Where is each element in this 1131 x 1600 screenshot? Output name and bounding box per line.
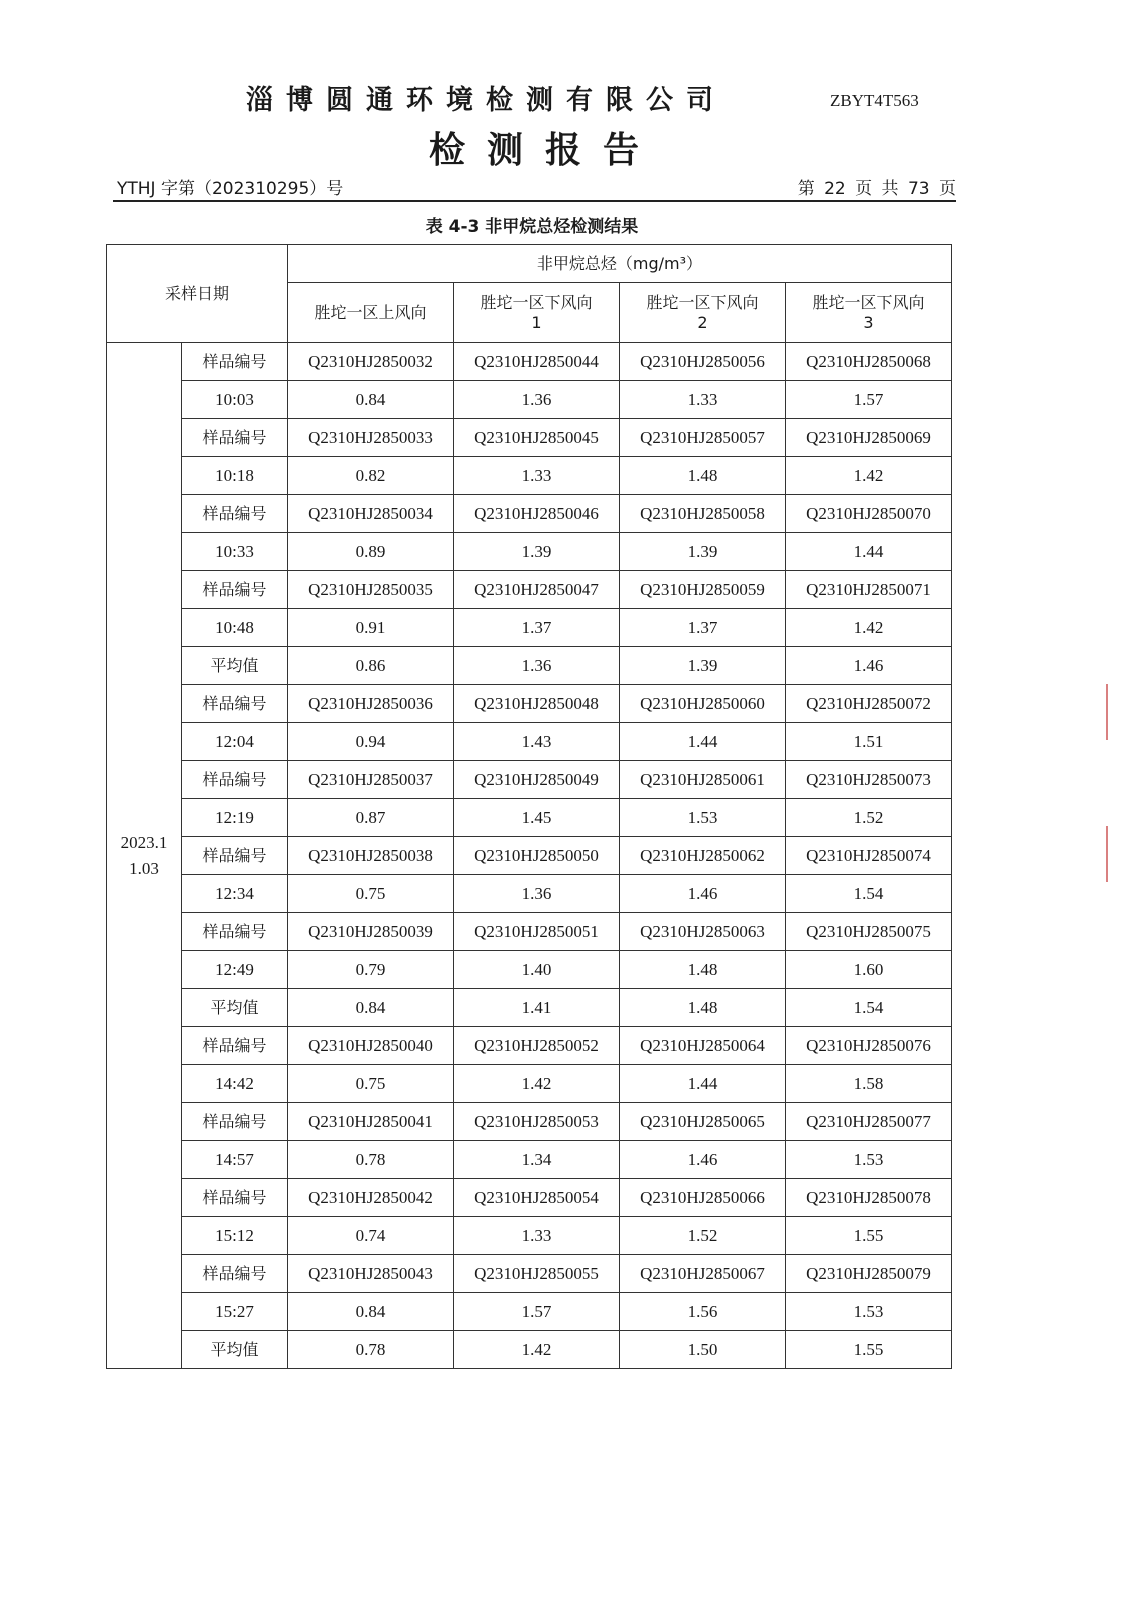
value-cell: 1.57: [454, 1293, 620, 1331]
value-cell: Q2310HJ2850058: [620, 495, 786, 533]
row-label: 样品编号: [182, 495, 288, 533]
table-row: [107, 1331, 952, 1369]
value-cell: 1.55: [786, 1217, 952, 1255]
column-header: [786, 283, 952, 343]
value-cell: 1.54: [786, 875, 952, 913]
row-label: 样品编号: [182, 685, 288, 723]
value-cell: 1.36: [454, 381, 620, 419]
value-cell: 1.52: [786, 799, 952, 837]
document-number: YTHJ 字第（202310295）号: [117, 179, 344, 199]
value-cell: 1.44: [620, 723, 786, 761]
row-label: 12:04: [182, 723, 288, 761]
value-cell: 0.84: [288, 989, 454, 1027]
value-cell: Q2310HJ2850053: [454, 1103, 620, 1141]
value-cell: Q2310HJ2850073: [786, 761, 952, 799]
value-cell: 1.33: [620, 381, 786, 419]
row-label: 10:48: [182, 609, 288, 647]
column-header: [620, 283, 786, 343]
column-header-line1: 胜坨一区下风向: [480, 292, 593, 312]
value-cell: 1.41: [454, 989, 620, 1027]
sampling-date-line2: 1.03: [129, 858, 159, 878]
header-divider: [113, 200, 956, 202]
table-row: [107, 571, 952, 609]
value-cell: 0.91: [288, 609, 454, 647]
table-row: [107, 1027, 952, 1065]
report-title: 检测报告: [428, 130, 661, 171]
row-label: 样品编号: [182, 1255, 288, 1293]
table-row: [107, 951, 952, 989]
row-label: 12:34: [182, 875, 288, 913]
row-label: 平均值: [182, 647, 288, 685]
parameter-header: 非甲烷总烃（mg/m³）: [288, 245, 952, 283]
value-cell: 1.51: [786, 723, 952, 761]
value-cell: 0.78: [288, 1331, 454, 1369]
value-cell: Q2310HJ2850065: [620, 1103, 786, 1141]
column-header: [454, 283, 620, 343]
value-cell: Q2310HJ2850045: [454, 419, 620, 457]
column-header-line1: 胜坨一区下风向: [646, 292, 759, 312]
value-cell: 0.94: [288, 723, 454, 761]
value-cell: Q2310HJ2850049: [454, 761, 620, 799]
value-cell: Q2310HJ2850043: [288, 1255, 454, 1293]
value-cell: Q2310HJ2850034: [288, 495, 454, 533]
table-row: [107, 837, 952, 875]
table-row: [107, 647, 952, 685]
report-code: ZBYT4T563: [830, 91, 919, 110]
value-cell: 1.53: [620, 799, 786, 837]
value-cell: 1.48: [620, 989, 786, 1027]
value-cell: Q2310HJ2850040: [288, 1027, 454, 1065]
value-cell: 1.53: [786, 1141, 952, 1179]
value-cell: 0.84: [288, 1293, 454, 1331]
row-label: 样品编号: [182, 913, 288, 951]
value-cell: 1.56: [620, 1293, 786, 1331]
value-cell: 1.39: [454, 533, 620, 571]
value-cell: 1.44: [786, 533, 952, 571]
value-cell: Q2310HJ2850050: [454, 837, 620, 875]
column-header-line2: 2: [697, 312, 708, 332]
value-cell: Q2310HJ2850052: [454, 1027, 620, 1065]
table-row: [107, 1293, 952, 1331]
table-row: [107, 989, 952, 1027]
value-cell: Q2310HJ2850042: [288, 1179, 454, 1217]
row-label: 样品编号: [182, 761, 288, 799]
table-row: [107, 1141, 952, 1179]
value-cell: 0.87: [288, 799, 454, 837]
column-header-line1: 胜坨一区上风向: [314, 302, 427, 322]
value-cell: Q2310HJ2850037: [288, 761, 454, 799]
value-cell: Q2310HJ2850032: [288, 343, 454, 381]
table-row: [107, 609, 952, 647]
row-label: 平均值: [182, 1331, 288, 1369]
value-cell: 0.89: [288, 533, 454, 571]
value-cell: 1.42: [454, 1065, 620, 1103]
value-cell: Q2310HJ2850068: [786, 343, 952, 381]
value-cell: Q2310HJ2850046: [454, 495, 620, 533]
row-label: 样品编号: [182, 1027, 288, 1065]
value-cell: 0.75: [288, 875, 454, 913]
table-row: [107, 1179, 952, 1217]
value-cell: 1.42: [786, 457, 952, 495]
table-row: [107, 723, 952, 761]
row-label: 样品编号: [182, 571, 288, 609]
row-label: 样品编号: [182, 343, 288, 381]
value-cell: Q2310HJ2850071: [786, 571, 952, 609]
table-row: [107, 875, 952, 913]
value-cell: Q2310HJ2850048: [454, 685, 620, 723]
value-cell: Q2310HJ2850062: [620, 837, 786, 875]
value-cell: 0.78: [288, 1141, 454, 1179]
column-header-line1: 胜坨一区下风向: [812, 292, 925, 312]
value-cell: Q2310HJ2850069: [786, 419, 952, 457]
row-label: 15:27: [182, 1293, 288, 1331]
value-cell: 1.54: [786, 989, 952, 1027]
row-label: 样品编号: [182, 837, 288, 875]
table-row: [107, 799, 952, 837]
value-cell: Q2310HJ2850039: [288, 913, 454, 951]
value-cell: 0.79: [288, 951, 454, 989]
value-cell: 1.36: [454, 875, 620, 913]
value-cell: 1.33: [454, 1217, 620, 1255]
results-table: [106, 244, 952, 1369]
page-number: 第 22 页 共 73 页: [797, 179, 956, 199]
table-row: [107, 685, 952, 723]
table-row: [107, 913, 952, 951]
value-cell: Q2310HJ2850070: [786, 495, 952, 533]
value-cell: 1.48: [620, 457, 786, 495]
value-cell: 1.36: [454, 647, 620, 685]
value-cell: Q2310HJ2850074: [786, 837, 952, 875]
value-cell: 1.50: [620, 1331, 786, 1369]
column-header: [288, 283, 454, 343]
value-cell: Q2310HJ2850055: [454, 1255, 620, 1293]
value-cell: 1.44: [620, 1065, 786, 1103]
value-cell: Q2310HJ2850059: [620, 571, 786, 609]
value-cell: Q2310HJ2850060: [620, 685, 786, 723]
value-cell: 1.33: [454, 457, 620, 495]
row-label: 14:42: [182, 1065, 288, 1103]
value-cell: 1.53: [786, 1293, 952, 1331]
value-cell: Q2310HJ2850057: [620, 419, 786, 457]
value-cell: 1.37: [620, 609, 786, 647]
value-cell: Q2310HJ2850064: [620, 1027, 786, 1065]
value-cell: Q2310HJ2850036: [288, 685, 454, 723]
value-cell: 0.75: [288, 1065, 454, 1103]
row-label: 15:12: [182, 1217, 288, 1255]
value-cell: Q2310HJ2850033: [288, 419, 454, 457]
value-cell: Q2310HJ2850038: [288, 837, 454, 875]
value-cell: Q2310HJ2850056: [620, 343, 786, 381]
value-cell: Q2310HJ2850041: [288, 1103, 454, 1141]
value-cell: 1.60: [786, 951, 952, 989]
row-label: 10:33: [182, 533, 288, 571]
value-cell: Q2310HJ2850054: [454, 1179, 620, 1217]
value-cell: 1.39: [620, 533, 786, 571]
value-cell: 1.55: [786, 1331, 952, 1369]
sampling-date-header: 采样日期: [107, 245, 288, 343]
value-cell: Q2310HJ2850076: [786, 1027, 952, 1065]
table-row: [107, 343, 952, 381]
value-cell: 1.46: [620, 1141, 786, 1179]
value-cell: Q2310HJ2850072: [786, 685, 952, 723]
row-label: 14:57: [182, 1141, 288, 1179]
value-cell: Q2310HJ2850035: [288, 571, 454, 609]
value-cell: 0.82: [288, 457, 454, 495]
column-header-line2: 1: [531, 312, 542, 332]
table-row: [107, 381, 952, 419]
edge-mark: [1106, 684, 1108, 740]
value-cell: Q2310HJ2850047: [454, 571, 620, 609]
row-label: 样品编号: [182, 419, 288, 457]
value-cell: 1.42: [454, 1331, 620, 1369]
table-row: [107, 1065, 952, 1103]
table-row: [107, 533, 952, 571]
row-label: 样品编号: [182, 1179, 288, 1217]
value-cell: 1.46: [620, 875, 786, 913]
value-cell: Q2310HJ2850077: [786, 1103, 952, 1141]
table-row: [107, 1255, 952, 1293]
column-header-line2: 3: [863, 312, 874, 332]
value-cell: Q2310HJ2850066: [620, 1179, 786, 1217]
value-cell: 0.74: [288, 1217, 454, 1255]
value-cell: 1.45: [454, 799, 620, 837]
table-row: [107, 419, 952, 457]
value-cell: 1.34: [454, 1141, 620, 1179]
value-cell: 1.42: [786, 609, 952, 647]
value-cell: 0.84: [288, 381, 454, 419]
value-cell: Q2310HJ2850075: [786, 913, 952, 951]
value-cell: 1.37: [454, 609, 620, 647]
row-label: 10:03: [182, 381, 288, 419]
edge-mark: [1106, 826, 1108, 882]
value-cell: Q2310HJ2850061: [620, 761, 786, 799]
value-cell: 1.48: [620, 951, 786, 989]
value-cell: 1.58: [786, 1065, 952, 1103]
row-label: 10:18: [182, 457, 288, 495]
value-cell: 0.86: [288, 647, 454, 685]
sampling-date-cell: [107, 343, 182, 1369]
value-cell: 1.40: [454, 951, 620, 989]
value-cell: Q2310HJ2850051: [454, 913, 620, 951]
value-cell: Q2310HJ2850078: [786, 1179, 952, 1217]
table-row: [107, 1217, 952, 1255]
table-row: [107, 761, 952, 799]
value-cell: 1.39: [620, 647, 786, 685]
table-caption: 表 4-3 非甲烷总烃检测结果: [425, 217, 639, 237]
value-cell: Q2310HJ2850079: [786, 1255, 952, 1293]
value-cell: Q2310HJ2850044: [454, 343, 620, 381]
value-cell: 1.46: [786, 647, 952, 685]
table-row: [107, 457, 952, 495]
value-cell: 1.43: [454, 723, 620, 761]
value-cell: Q2310HJ2850063: [620, 913, 786, 951]
row-label: 平均值: [182, 989, 288, 1027]
row-label: 12:49: [182, 951, 288, 989]
company-name: 淄博圆通环境检测有限公司: [246, 85, 726, 116]
table-row: [107, 1103, 952, 1141]
value-cell: Q2310HJ2850067: [620, 1255, 786, 1293]
table-row: [107, 495, 952, 533]
value-cell: 1.57: [786, 381, 952, 419]
row-label: 样品编号: [182, 1103, 288, 1141]
sampling-date-line1: 2023.1: [120, 832, 168, 852]
row-label: 12:19: [182, 799, 288, 837]
value-cell: 1.52: [620, 1217, 786, 1255]
